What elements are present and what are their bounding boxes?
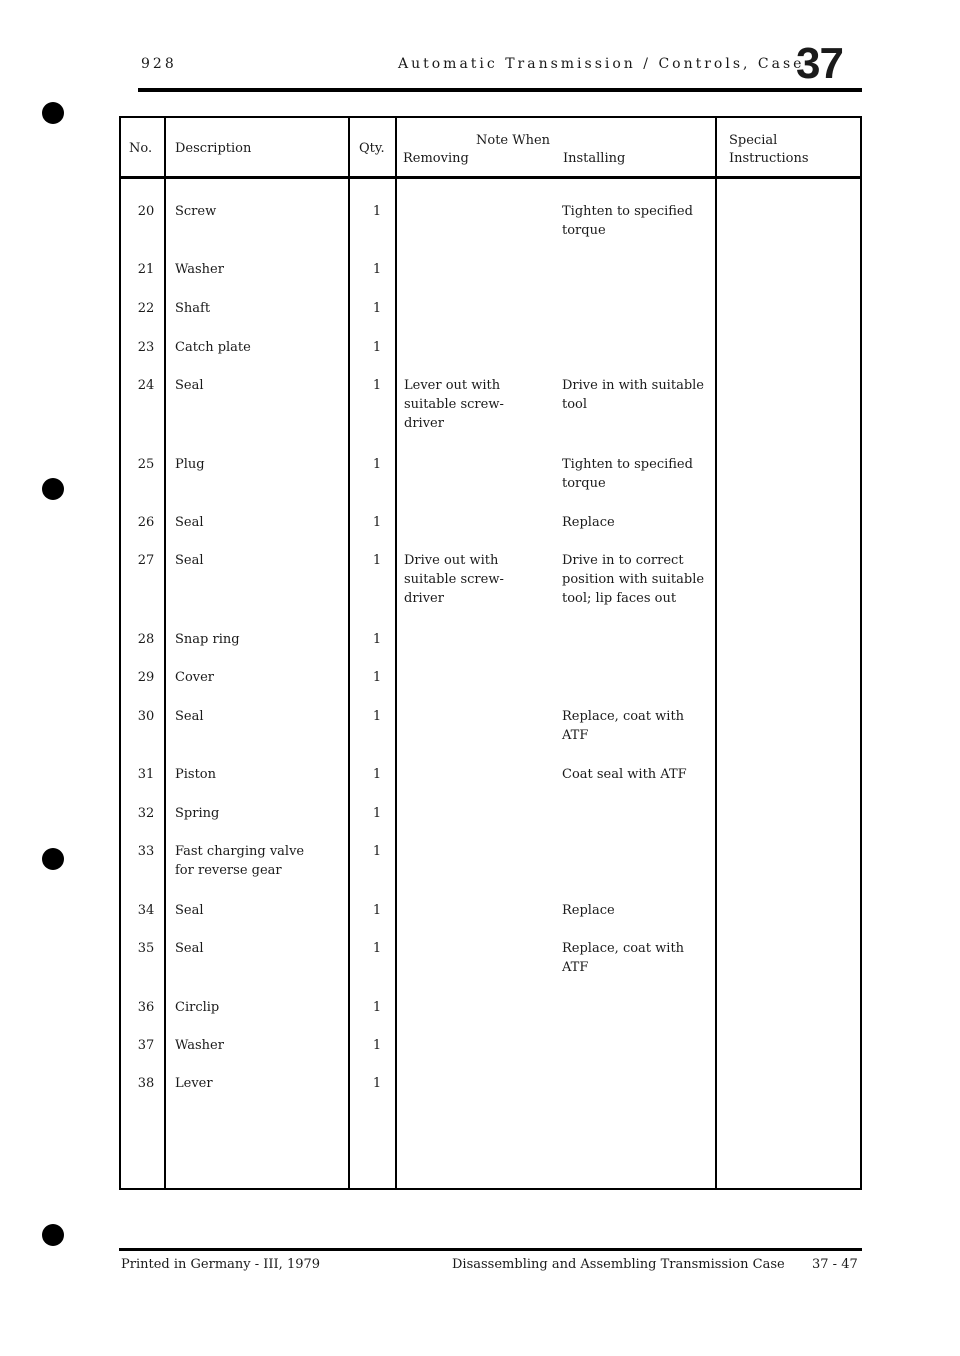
part-quantity: 1 [372, 670, 382, 685]
note-installing: Tighten to specified torque [562, 457, 693, 491]
part-quantity: 1 [372, 903, 382, 918]
binder-hole [42, 848, 64, 870]
part-number: 37 [137, 1038, 155, 1053]
binder-hole [42, 478, 64, 500]
part-description: Piston [175, 767, 216, 782]
part-description: Catch plate [175, 340, 251, 355]
part-quantity: 1 [372, 941, 382, 956]
part-description: Washer [175, 262, 224, 277]
part-number: 30 [137, 709, 155, 724]
part-quantity: 1 [372, 1038, 382, 1053]
part-description: Snap ring [175, 632, 240, 647]
part-quantity: 1 [372, 301, 382, 316]
part-description: Shaft [175, 301, 211, 316]
note-installing: Tighten to specified torque [562, 204, 693, 238]
part-description: Lever [175, 1076, 213, 1091]
section-title: Disassembling and Assembling Transmission Case [452, 1257, 785, 1272]
part-quantity: 1 [372, 553, 382, 568]
binder-hole [42, 1224, 64, 1246]
part-quantity: 1 [372, 709, 382, 724]
header-divider [121, 176, 860, 179]
note-removing: Lever out with suitable screw- driver [404, 378, 504, 431]
part-description: Seal [175, 378, 204, 393]
part-number: 26 [137, 515, 155, 530]
part-number: 25 [137, 457, 155, 472]
part-quantity: 1 [372, 632, 382, 647]
part-description: Seal [175, 941, 204, 956]
part-quantity: 1 [372, 457, 382, 472]
page-title: Automatic Transmission / Controls, Case [398, 56, 805, 72]
header-no: No. [129, 141, 153, 156]
header-rule [138, 88, 862, 92]
note-installing: Replace, coat with ATF [562, 941, 685, 975]
part-quantity: 1 [372, 1076, 382, 1091]
part-quantity: 1 [372, 1000, 382, 1015]
parts-table [119, 116, 862, 1190]
part-number: 29 [137, 670, 155, 685]
note-installing: Drive in with suitable tool [562, 378, 704, 412]
part-quantity: 1 [372, 806, 382, 821]
model-number: 928 [141, 56, 177, 72]
part-number: 36 [137, 1000, 155, 1015]
part-description: Screw [175, 204, 217, 219]
column-divider [715, 118, 717, 1188]
part-number: 32 [137, 806, 155, 821]
part-description: Seal [175, 903, 204, 918]
part-number: 33 [137, 844, 155, 859]
footer-rule [119, 1248, 862, 1251]
part-number: 34 [137, 903, 155, 918]
part-description: Circlip [175, 1000, 220, 1015]
printed-note: Printed in Germany - III, 1979 [121, 1257, 321, 1272]
part-number: 27 [137, 553, 155, 568]
column-divider [395, 118, 397, 1188]
note-installing: Replace [562, 903, 615, 918]
note-installing: Replace [562, 515, 615, 530]
part-number: 38 [137, 1076, 155, 1091]
part-description: Seal [175, 709, 204, 724]
group-number: 37 [796, 39, 843, 88]
part-description: Plug [175, 457, 205, 472]
header-note-when: Note When [476, 133, 551, 148]
part-number: 35 [137, 941, 155, 956]
part-quantity: 1 [372, 515, 382, 530]
note-installing: Replace, coat with ATF [562, 709, 685, 743]
note-installing: Coat seal with ATF [562, 767, 687, 782]
part-number: 24 [137, 378, 155, 393]
part-number: 20 [137, 204, 155, 219]
header-qty: Qty. [359, 141, 385, 156]
part-description: Washer [175, 1038, 224, 1053]
part-number: 22 [137, 301, 155, 316]
part-quantity: 1 [372, 844, 382, 859]
part-quantity: 1 [372, 378, 382, 393]
header-removing: Removing [403, 151, 469, 166]
part-description: Seal [175, 515, 204, 530]
part-description: Seal [175, 553, 204, 568]
part-quantity: 1 [372, 262, 382, 277]
part-quantity: 1 [372, 767, 382, 782]
header-special-instructions: Special Instructions [729, 133, 809, 166]
binder-hole [42, 102, 64, 124]
page-number: 37 - 47 [812, 1257, 858, 1272]
part-number: 31 [137, 767, 155, 782]
part-description: Fast charging valve for reverse gear [175, 844, 305, 878]
part-number: 23 [137, 340, 155, 355]
part-description: Spring [175, 806, 220, 821]
part-description: Cover [175, 670, 215, 685]
note-removing: Drive out with suitable screw- driver [404, 553, 504, 606]
part-quantity: 1 [372, 340, 382, 355]
part-number: 28 [137, 632, 155, 647]
header-installing: Installing [563, 151, 626, 166]
header-description: Description [175, 141, 252, 156]
part-number: 21 [137, 262, 155, 277]
part-quantity: 1 [372, 204, 382, 219]
note-installing: Drive in to correct position with suitable tool; lip faces out [562, 553, 705, 606]
